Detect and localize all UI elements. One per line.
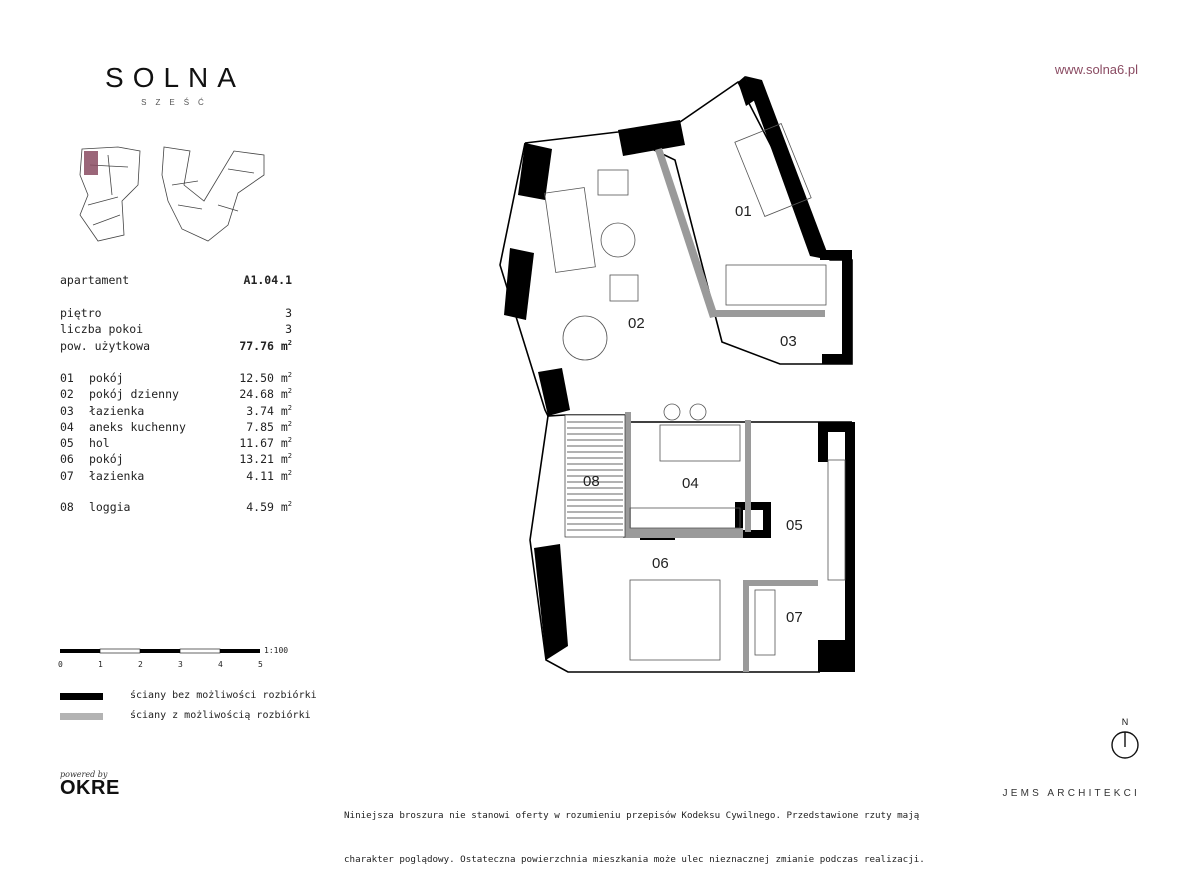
room-area: 4.59 $m^2$ [246, 500, 292, 514]
room-label: łazienka [88, 468, 145, 483]
apartment-row [60, 272, 292, 288]
apartment-code: A1.04.1 [243, 273, 292, 287]
area-label: pow. użytkowa [60, 338, 151, 353]
label-08: 08 [583, 473, 600, 490]
room-area: 13.21 $m^2$ [239, 452, 292, 467]
label-04: 04 [682, 475, 699, 492]
room-area: 3.74 $m^2$ [246, 403, 292, 418]
room-area: 4.11 $m^2$ [246, 468, 292, 483]
floor-row [60, 305, 292, 321]
room-number: 08 [60, 500, 74, 514]
room-number: 07 [60, 468, 74, 483]
room-row [60, 435, 292, 451]
disclaimer-line-2: charakter poglądowy. Ostateczna powierzchnia mieszkania może ulec nieznacznej zmianie podczas realizacji. [344, 853, 925, 865]
north-label: N [1121, 717, 1129, 727]
powered-by-text: powered by [60, 770, 108, 779]
room-row [60, 499, 292, 515]
website-link[interactable]: www.solna6.pl [1054, 62, 1138, 77]
room-number: 02 [60, 387, 74, 402]
room-row [60, 451, 292, 467]
legend-swatch-fixed [60, 693, 103, 700]
room-row [60, 370, 292, 386]
disclaimer [344, 780, 925, 882]
label-02: 02 [628, 315, 645, 332]
scale-bar [60, 645, 300, 675]
room-row [60, 403, 292, 419]
scale-tick: 5 [258, 660, 263, 669]
label-05: 05 [786, 517, 803, 534]
extra-list [60, 499, 292, 515]
room-label: hol [88, 436, 110, 451]
room-label: pokój [88, 371, 124, 385]
legend-text-fixed: ściany bez możliwości rozbiórki [130, 690, 317, 701]
rooms-count-value: 3 [285, 322, 292, 337]
room-area: 24.68 $m^2$ [239, 387, 292, 402]
room-number: 04 [60, 419, 74, 434]
apartment-details [60, 305, 292, 354]
room-name [60, 386, 179, 402]
room-row [60, 468, 292, 484]
label-07: 07 [786, 609, 803, 626]
brand-name: SOLNA [105, 62, 245, 93]
scale-tick: 0 [58, 660, 63, 669]
legend-text-removable: ściany z możliwością rozbiórki [130, 710, 311, 721]
room-label: aneks kuchenny [88, 419, 186, 434]
rooms-count-row [60, 321, 292, 337]
room-row [60, 386, 292, 402]
room-label: pokój [88, 452, 124, 467]
floor-label: piętro [60, 306, 102, 320]
scale-ratio: 1:100 [264, 646, 289, 655]
room-name [60, 403, 144, 419]
rooms-list [60, 370, 292, 484]
label-06: 06 [652, 555, 669, 572]
area-row [60, 338, 292, 354]
room-name [60, 419, 186, 435]
area-value: 77.76 $m^2$ [239, 338, 292, 353]
legend-swatch-removable [60, 713, 103, 720]
scale-tick: 2 [138, 660, 143, 669]
rooms-count-label: liczba pokoi [60, 322, 144, 337]
okre-logo [60, 770, 140, 800]
room-area: 11.67 $m^2$ [239, 436, 292, 451]
apartment-highlight [84, 151, 98, 175]
room-area: 12.50 $m^2$ [239, 371, 292, 385]
disclaimer-line-1: Niniejsza broszura nie stanowi oferty w rozumieniu przepisów Kodeksu Cywilnego. Przedstawione rzuty mają [344, 810, 920, 821]
room-name [60, 499, 130, 515]
room-number: 06 [60, 452, 74, 467]
floor-plan [490, 70, 870, 680]
room-number: 05 [60, 436, 74, 451]
apartment-label: apartament [60, 273, 130, 287]
room-label: pokój dzienny [88, 387, 179, 402]
room-name [60, 370, 124, 386]
room-label: loggia [88, 500, 131, 514]
scale-tick: 1 [98, 660, 103, 669]
brand-logo [60, 62, 290, 107]
floor-value: 3 [285, 306, 292, 320]
room-name [60, 468, 144, 484]
room-name [60, 435, 110, 451]
room-row [60, 419, 292, 435]
scale-tick: 4 [218, 660, 223, 669]
okre-text: OKRE [60, 777, 120, 799]
room-name [60, 451, 124, 467]
building-key-plan [78, 145, 278, 245]
room-number: 03 [60, 403, 74, 418]
scale-tick: 3 [178, 660, 183, 669]
north-arrow-icon [1105, 715, 1145, 763]
label-03: 03 [780, 333, 797, 350]
brand-sub: SZEŚĆ [141, 98, 213, 107]
room-number: 01 [60, 371, 74, 385]
wall-legend [60, 690, 317, 733]
apartment-info [60, 272, 292, 288]
architect-name: JEMS ARCHITEKCI [1002, 788, 1140, 799]
removable-walls [623, 148, 825, 672]
room-label: łazienka [88, 403, 145, 418]
room-area: 7.85 $m^2$ [246, 419, 292, 434]
label-01: 01 [735, 203, 752, 220]
